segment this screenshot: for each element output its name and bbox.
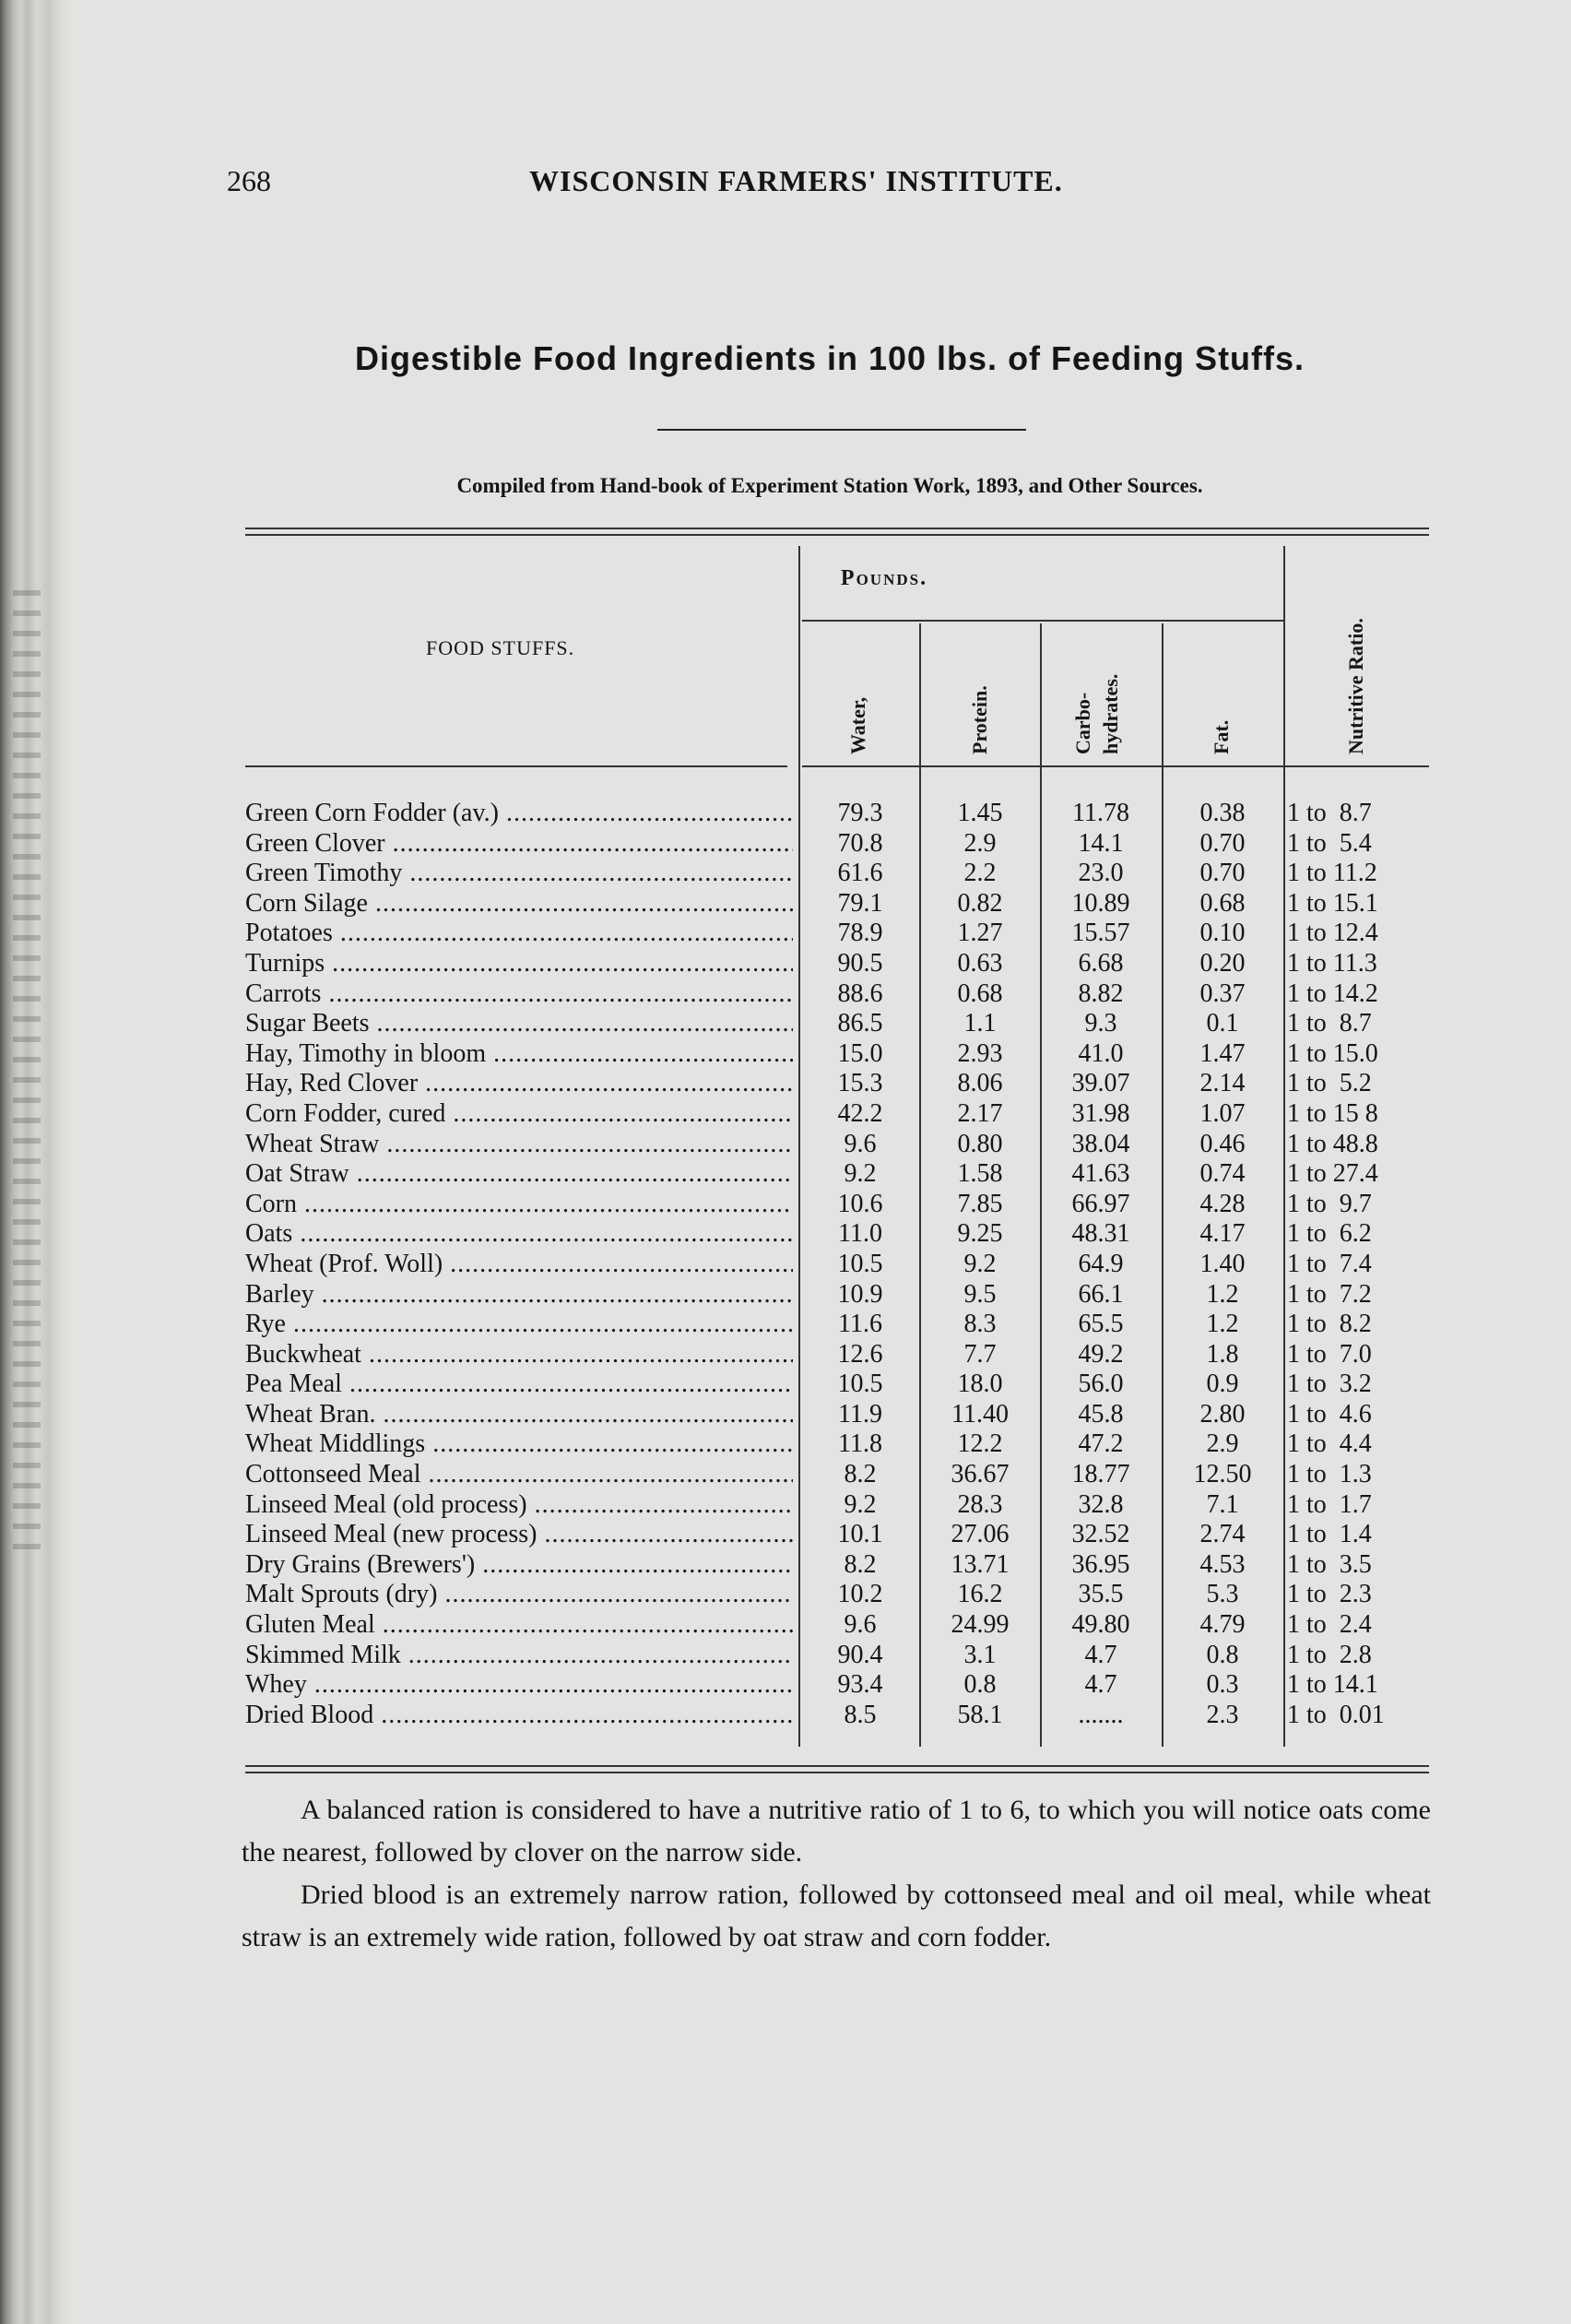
food-name-cell: Corn .....: [245, 1190, 793, 1219]
nutritive-ratio-cell: 1 to 14.1: [1287, 1670, 1378, 1700]
table-row: [245, 1069, 1429, 1099]
carbohydrates-cell: .......: [1078, 1700, 1124, 1729]
food-name-cell: Malt Sprouts (dry) .....: [245, 1580, 793, 1609]
fat-header: Fat.: [1210, 719, 1233, 754]
carbohydrates-cell: 41.63: [1071, 1159, 1130, 1189]
fat-cell: 2.74: [1199, 1520, 1246, 1549]
nutritive-ratio-cell: 1 to 2.8: [1287, 1640, 1372, 1669]
nutritive-ratio-cell: 1 to 48.8: [1287, 1129, 1378, 1158]
carbohydrates-cell: 35.5: [1078, 1580, 1124, 1609]
nutritive-ratio-cell: 1 to 8.7: [1287, 799, 1372, 827]
fat-cell: 0.1: [1206, 1009, 1239, 1038]
pounds-rule: [802, 620, 1283, 622]
protein-cell: 1.45: [957, 799, 1003, 827]
water-cell: 10.5: [837, 1249, 883, 1278]
protein-cell: 0.80: [957, 1129, 1003, 1158]
protein-cell: 36.67: [951, 1460, 1010, 1489]
protein-cell: 8.3: [963, 1310, 997, 1339]
water-cell: 10.9: [837, 1279, 883, 1309]
water-cell: 88.6: [837, 978, 883, 1008]
water-cell: 8.5: [844, 1700, 877, 1729]
table-row: [245, 829, 1429, 860]
carbohydrates-cell: 18.77: [1071, 1460, 1130, 1489]
fat-cell: 1.2: [1206, 1279, 1239, 1309]
water-cell: 8.2: [844, 1549, 877, 1579]
carbohydrates-cell: 66.1: [1078, 1279, 1124, 1309]
table-body: [245, 799, 1429, 1730]
protein-header: Protein.: [968, 685, 991, 754]
water-cell: 11.6: [838, 1310, 882, 1339]
table-row: [245, 919, 1429, 949]
fat-cell: 2.9: [1206, 1429, 1239, 1459]
water-cell: 79.3: [837, 799, 883, 827]
food-stuffs-header: FOOD STUFFS.: [426, 636, 575, 659]
protein-cell: 12.2: [957, 1429, 1003, 1459]
water-cell: 86.5: [837, 1009, 883, 1038]
fat-cell: 4.53: [1199, 1549, 1246, 1579]
food-name-cell: Hay, Timothy in bloom .....: [245, 1039, 793, 1069]
water-cell: 8.2: [844, 1460, 877, 1489]
protein-cell: 0.82: [957, 888, 1003, 918]
food-name-cell: Oat Straw .....: [245, 1159, 793, 1189]
fat-cell: 5.3: [1206, 1580, 1239, 1609]
table-row: [245, 1400, 1429, 1430]
carbohydrates-cell: 14.1: [1078, 828, 1124, 858]
protein-cell: 1.58: [957, 1159, 1003, 1189]
table-row: [245, 979, 1429, 1010]
water-cell: 10.2: [837, 1580, 883, 1609]
food-name-cell: Hay, Red Clover .....: [245, 1069, 793, 1098]
fat-cell: 0.70: [1199, 859, 1246, 888]
water-cell: 90.5: [837, 948, 883, 978]
protein-cell: 9.25: [957, 1219, 1003, 1249]
water-cell: 9.6: [844, 1610, 877, 1640]
body-text: [242, 1789, 1431, 1959]
nutritive-ratio-cell: 1 to 7.2: [1287, 1279, 1372, 1309]
table-row: [245, 1159, 1429, 1190]
water-cell: 78.9: [837, 919, 883, 948]
nutritive-ratio-cell: 1 to 2.4: [1287, 1610, 1372, 1640]
table-row: [245, 1460, 1429, 1490]
water-cell: 61.6: [837, 859, 883, 888]
carbohydrates-cell: 8.82: [1078, 978, 1124, 1008]
carbohydrates-cell: 9.3: [1084, 1009, 1117, 1038]
water-cell: 10.6: [837, 1189, 883, 1218]
carbohydrates-cell: 49.2: [1078, 1339, 1124, 1369]
fat-cell: 0.8: [1206, 1640, 1239, 1669]
table-top-rule: [245, 528, 1429, 536]
food-name-cell: Gluten Meal .....: [245, 1610, 793, 1640]
food-name-cell: Linseed Meal (new process) .....: [245, 1520, 793, 1549]
table-row: [245, 1219, 1429, 1250]
carbohydrates-cell: 39.07: [1071, 1069, 1130, 1098]
protein-cell: 0.63: [957, 948, 1003, 978]
protein-cell: 2.9: [963, 828, 997, 858]
protein-cell: 2.93: [957, 1038, 1003, 1068]
table-row: [245, 1310, 1429, 1340]
fat-cell: 12.50: [1193, 1460, 1252, 1489]
table-row: [245, 1610, 1429, 1641]
food-name-cell: Green Corn Fodder (av.) .....: [245, 799, 793, 828]
fat-cell: 1.07: [1199, 1098, 1246, 1128]
protein-cell: 18.0: [957, 1370, 1003, 1399]
nutritive-ratio-cell: 1 to 14.2: [1287, 978, 1378, 1008]
protein-cell: 27.06: [951, 1520, 1010, 1549]
running-head: WISCONSIN FARMERS' INSTITUTE.: [529, 164, 1063, 197]
food-name-cell: Linseed Meal (old process) .....: [245, 1490, 793, 1520]
nutritive-ratio-cell: 1 to 6.2: [1287, 1219, 1372, 1249]
food-name-cell: Turnips .....: [245, 949, 793, 978]
table-row: [245, 1130, 1429, 1160]
food-name-cell: Oats .....: [245, 1219, 793, 1249]
table-row: [245, 1039, 1429, 1070]
water-header: Water,: [846, 696, 869, 754]
water-cell: 15.0: [837, 1038, 883, 1068]
carbohydrates-cell: 10.89: [1071, 888, 1130, 918]
carbohydrates-cell: 49.80: [1071, 1610, 1130, 1640]
food-name-cell: Pea Meal .....: [245, 1370, 793, 1399]
food-name-cell: Dry Grains (Brewers') .....: [245, 1550, 793, 1580]
nutritive-ratio-cell: 1 to 0.01: [1287, 1700, 1385, 1729]
nutritive-ratio-cell: 1 to 15.1: [1287, 888, 1378, 918]
fat-cell: 0.9: [1206, 1370, 1239, 1399]
carbohydrates-cell: 47.2: [1078, 1429, 1124, 1459]
table-row: [245, 1370, 1429, 1400]
table-row: [245, 1701, 1429, 1731]
fat-cell: 0.37: [1199, 978, 1246, 1008]
nutritive-ratio-cell: 1 to 1.4: [1287, 1520, 1372, 1549]
protein-cell: 3.1: [963, 1640, 997, 1669]
fat-cell: 0.68: [1199, 888, 1246, 918]
protein-cell: 11.40: [951, 1399, 1009, 1429]
food-name-cell: Wheat Straw .....: [245, 1130, 793, 1159]
protein-cell: 1.1: [963, 1009, 997, 1038]
nutritive-ratio-cell: 1 to 2.3: [1287, 1580, 1372, 1609]
fat-cell: 0.10: [1199, 919, 1246, 948]
fat-cell: 0.74: [1199, 1159, 1246, 1189]
carbohydrates-cell: 36.95: [1071, 1549, 1130, 1579]
water-cell: 9.2: [844, 1489, 877, 1519]
water-cell: 11.8: [838, 1429, 882, 1459]
carbohydrates-cell: 11.78: [1072, 799, 1129, 827]
nutritive-ratio-cell: 1 to 7.4: [1287, 1249, 1372, 1278]
protein-cell: 24.99: [951, 1610, 1010, 1640]
fat-cell: 4.79: [1199, 1610, 1246, 1640]
title-rule: [657, 429, 1026, 431]
water-cell: 9.2: [844, 1159, 877, 1189]
carbohydrates-cell: 56.0: [1078, 1370, 1124, 1399]
protein-cell: 0.8: [963, 1670, 997, 1700]
carbohydrates-cell: 4.7: [1084, 1670, 1117, 1700]
table-row: [245, 1099, 1429, 1130]
food-name-cell: Wheat (Prof. Woll) .....: [245, 1250, 793, 1279]
nutritive-ratio-cell: 1 to 5.4: [1287, 828, 1372, 858]
protein-cell: 0.68: [957, 978, 1003, 1008]
protein-cell: 2.17: [957, 1098, 1003, 1128]
table-row: [245, 1190, 1429, 1220]
fat-cell: 0.46: [1199, 1129, 1246, 1158]
water-cell: 70.8: [837, 828, 883, 858]
nutritive-ratio-cell: 1 to 11.2: [1287, 859, 1377, 888]
water-cell: 10.5: [837, 1370, 883, 1399]
water-cell: 11.9: [838, 1399, 882, 1429]
nutritive-ratio-header: Nutritive Ratio.: [1344, 618, 1367, 754]
paragraph: Dried blood is an extremely narrow ration, followed by cottonseed meal and oil meal, while wheat straw is an extremely wide ration, followed by oat straw and corn fodder.: [242, 1879, 1431, 1952]
nutritive-ratio-cell: 1 to 12.4: [1287, 919, 1378, 948]
table-row: [245, 1280, 1429, 1310]
table-row: [245, 949, 1429, 979]
food-name-cell: Rye .....: [245, 1310, 793, 1339]
table-row: [245, 1429, 1429, 1460]
table-row: [245, 1009, 1429, 1039]
food-name-cell: Corn Silage .....: [245, 889, 793, 919]
food-name-cell: Wheat Middlings .....: [245, 1429, 793, 1459]
fat-cell: 1.40: [1199, 1249, 1246, 1278]
carbohydrates-cell: 48.31: [1071, 1219, 1130, 1249]
nutritive-ratio-cell: 1 to 15.0: [1287, 1038, 1378, 1068]
nutritive-ratio-cell: 1 to 9.7: [1287, 1189, 1372, 1218]
nutritive-ratio-cell: 1 to 8.2: [1287, 1310, 1372, 1339]
fat-cell: 0.3: [1206, 1670, 1239, 1700]
table-row: [245, 859, 1429, 889]
water-cell: 15.3: [837, 1069, 883, 1098]
pounds-header: Pounds.: [840, 566, 928, 590]
protein-cell: 7.85: [957, 1189, 1003, 1218]
nutritive-ratio-cell: 1 to 4.6: [1287, 1399, 1372, 1429]
water-cell: 9.6: [844, 1129, 877, 1158]
food-name-cell: Green Timothy .....: [245, 859, 793, 888]
table-row: [245, 799, 1429, 829]
carbohydrates-cell: 32.8: [1078, 1489, 1124, 1519]
carbohydrates-header-line-1: Carbo-: [1071, 692, 1094, 754]
protein-cell: 28.3: [957, 1489, 1003, 1519]
protein-cell: 2.2: [963, 859, 997, 888]
table-row: [245, 1490, 1429, 1521]
nutritive-ratio-cell: 1 to 3.2: [1287, 1370, 1372, 1399]
page-header: [227, 164, 1149, 205]
paragraph: A balanced ration is considered to have a nutritive ratio of 1 to 6, to which you will notice oats come the nearest, followed by clover on the narrow side.: [242, 1795, 1431, 1868]
protein-cell: 16.2: [957, 1580, 1003, 1609]
nutritive-ratio-cell: 1 to 11.3: [1287, 948, 1377, 978]
food-name-cell: Sugar Beets .....: [245, 1009, 793, 1038]
table-row: [245, 1340, 1429, 1370]
protein-cell: 8.06: [957, 1069, 1003, 1098]
carbohydrates-header-line-2: hydrates.: [1099, 673, 1122, 754]
water-cell: 12.6: [837, 1339, 883, 1369]
food-name-cell: Potatoes .....: [245, 919, 793, 948]
table-row: [245, 1550, 1429, 1581]
table-row: [245, 1580, 1429, 1610]
food-name-cell: Buckwheat .....: [245, 1340, 793, 1370]
fat-cell: 0.20: [1199, 948, 1246, 978]
nutritive-ratio-cell: 1 to 27.4: [1287, 1159, 1378, 1189]
food-name-cell: Carrots .....: [245, 979, 793, 1009]
water-cell: 11.0: [838, 1219, 882, 1249]
food-name-cell: Wheat Bran. .....: [245, 1400, 793, 1429]
fat-cell: 1.2: [1206, 1310, 1239, 1339]
nutritive-ratio-cell: 1 to 1.7: [1287, 1489, 1372, 1519]
carbohydrates-cell: 66.97: [1071, 1189, 1130, 1218]
food-name-cell: Skimmed Milk .....: [245, 1641, 793, 1670]
header-bottom-rule: [245, 765, 787, 767]
table-row: [245, 1670, 1429, 1701]
nutritive-ratio-cell: 1 to 4.4: [1287, 1429, 1372, 1459]
protein-cell: 9.2: [963, 1249, 997, 1278]
protein-cell: 9.5: [963, 1279, 997, 1309]
protein-cell: 13.71: [951, 1549, 1010, 1579]
fat-cell: 1.47: [1199, 1038, 1246, 1068]
water-cell: 42.2: [837, 1098, 883, 1128]
protein-cell: 58.1: [957, 1700, 1003, 1729]
food-name-cell: Corn Fodder, cured .....: [245, 1099, 793, 1129]
page-title: Digestible Food Ingredients in 100 lbs. of Feeding Stuffs.: [354, 339, 1305, 377]
carbohydrates-cell: 65.5: [1078, 1310, 1124, 1339]
book-binding: [0, 0, 72, 2324]
nutritive-ratio-cell: 1 to 3.5: [1287, 1549, 1372, 1579]
carbohydrates-cell: 4.7: [1084, 1640, 1117, 1669]
carbohydrates-cell: 6.68: [1078, 948, 1124, 978]
page-number: 268: [227, 164, 271, 197]
carbohydrates-cell: 32.52: [1071, 1520, 1130, 1549]
page-subtitle: Compiled from Hand-book of Experiment Station Work, 1893, and Other Sources.: [456, 474, 1203, 497]
carbohydrates-cell: 41.0: [1078, 1038, 1124, 1068]
carbohydrates-cell: 31.98: [1071, 1098, 1130, 1128]
fat-cell: 4.17: [1199, 1219, 1246, 1249]
protein-cell: 1.27: [957, 919, 1003, 948]
table-bottom-rule: [245, 1765, 1429, 1773]
nutritive-ratio-cell: 1 to 1.3: [1287, 1460, 1372, 1489]
fat-cell: 1.8: [1206, 1339, 1239, 1369]
fat-cell: 2.3: [1206, 1700, 1239, 1729]
fat-cell: 0.38: [1199, 799, 1246, 827]
fat-cell: 4.28: [1199, 1189, 1246, 1218]
fat-cell: 2.14: [1199, 1069, 1246, 1098]
water-cell: 90.4: [837, 1640, 883, 1669]
carbohydrates-cell: 23.0: [1078, 859, 1124, 888]
fat-cell: 7.1: [1206, 1489, 1239, 1519]
table-row: [245, 1250, 1429, 1280]
carbohydrates-cell: 64.9: [1078, 1249, 1124, 1278]
food-name-cell: Green Clover .....: [245, 829, 793, 859]
food-name-cell: Cottonseed Meal .....: [245, 1460, 793, 1489]
carbohydrates-cell: 38.04: [1071, 1129, 1130, 1158]
protein-cell: 7.7: [963, 1339, 997, 1369]
table-row: [245, 1641, 1429, 1671]
food-name-cell: Whey .....: [245, 1670, 793, 1700]
carbohydrates-cell: 15.57: [1071, 919, 1130, 948]
nutritive-ratio-cell: 1 to 15 8: [1287, 1098, 1378, 1128]
nutritive-ratio-cell: 1 to 7.0: [1287, 1339, 1372, 1369]
table-row: [245, 889, 1429, 919]
food-name-cell: Barley .....: [245, 1280, 793, 1310]
table-row: [245, 1520, 1429, 1550]
fat-cell: 2.80: [1199, 1399, 1246, 1429]
fat-cell: 0.70: [1199, 828, 1246, 858]
water-cell: 79.1: [837, 888, 883, 918]
nutritive-ratio-cell: 1 to 8.7: [1287, 1009, 1372, 1038]
nutritive-ratio-cell: 1 to 5.2: [1287, 1069, 1372, 1098]
water-cell: 10.1: [837, 1520, 883, 1549]
water-cell: 93.4: [837, 1670, 883, 1700]
header-bottom-rule: [802, 765, 1429, 767]
feeding-stuffs-table: [245, 528, 1429, 1778]
food-name-cell: Dried Blood .....: [245, 1701, 793, 1730]
carbohydrates-cell: 45.8: [1078, 1399, 1124, 1429]
